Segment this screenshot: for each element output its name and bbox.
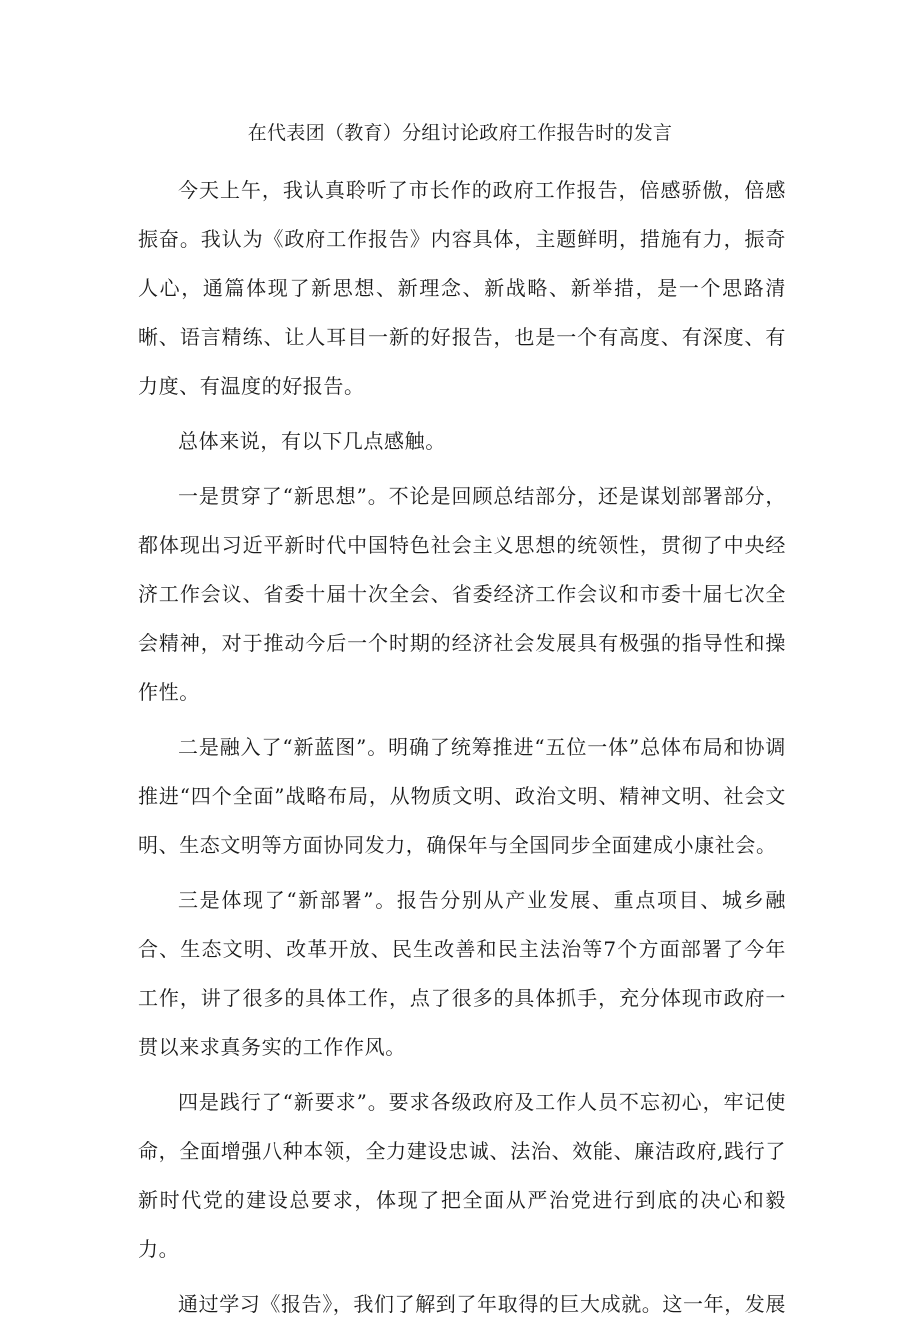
paragraph-summary: 总体来说，有以下几点感触。 — [178, 429, 446, 453]
paragraph-point-3: 三是体现了“新部署”。报告分别从产业发展、重点项目、城乡融合、生态文明、改革开放、民生改善和民主法治等7个方面部署了今年工作，讲了很多的具体工作，点了很多的具体抓手，充分体现市政府一贯以来求真务实的工作作风。 — [138, 888, 786, 1059]
paragraph-conclusion: 通过学习《报告》，我们了解到了年取得的巨大成就。这一年，发展 — [178, 1292, 786, 1316]
paragraph-point-4: 四是践行了“新要求”。要求各级政府及工作人员不忘初心，牢记使命，全面增强八种本领，全力建设忠诚、法治、效能、廉洁政府,践行了新时代党的建设总要求，体现了把全面从严治党进行到底的决心和毅力。 — [138, 1090, 786, 1261]
paragraph-point-2: 二是融入了“新蓝图”。明确了统筹推进“五位一体”总体布局和协调推进“四个全面”战略布局，从物质文明、政治文明、精神文明、社会文明、生态文明等方面协同发力，确保年与全国同步全面建成小康社会。 — [138, 735, 786, 857]
paragraph-intro: 今天上午，我认真聆听了市长作的政府工作报告，倍感骄傲，倍感振奋。我认为《政府工作报告》内容具体，主题鲜明，措施有力，振奇人心，通篇体现了新思想、新理念、新战略、新举措，是一个思路清晰、语言精练、让人耳目一新的好报告，也是一个有高度、有深度、有力度、有温度的好报告。 — [138, 178, 786, 398]
document-title: 在代表团（教育）分组讨论政府工作报告时的发言 — [247, 122, 673, 144]
document-body — [138, 166, 786, 1335]
paragraph-point-1: 一是贯穿了“新思想”。不论是回顾总结部分，还是谋划部署部分，都体现出习近平新时代中国特色社会主义思想的统领性，贯彻了中央经济工作会议、省委十届十次全会、省委经济工作会议和市委十届七次全会精神，对于推动今后一个时期的经济社会发展具有极强的指导性和操作性。 — [138, 484, 786, 704]
